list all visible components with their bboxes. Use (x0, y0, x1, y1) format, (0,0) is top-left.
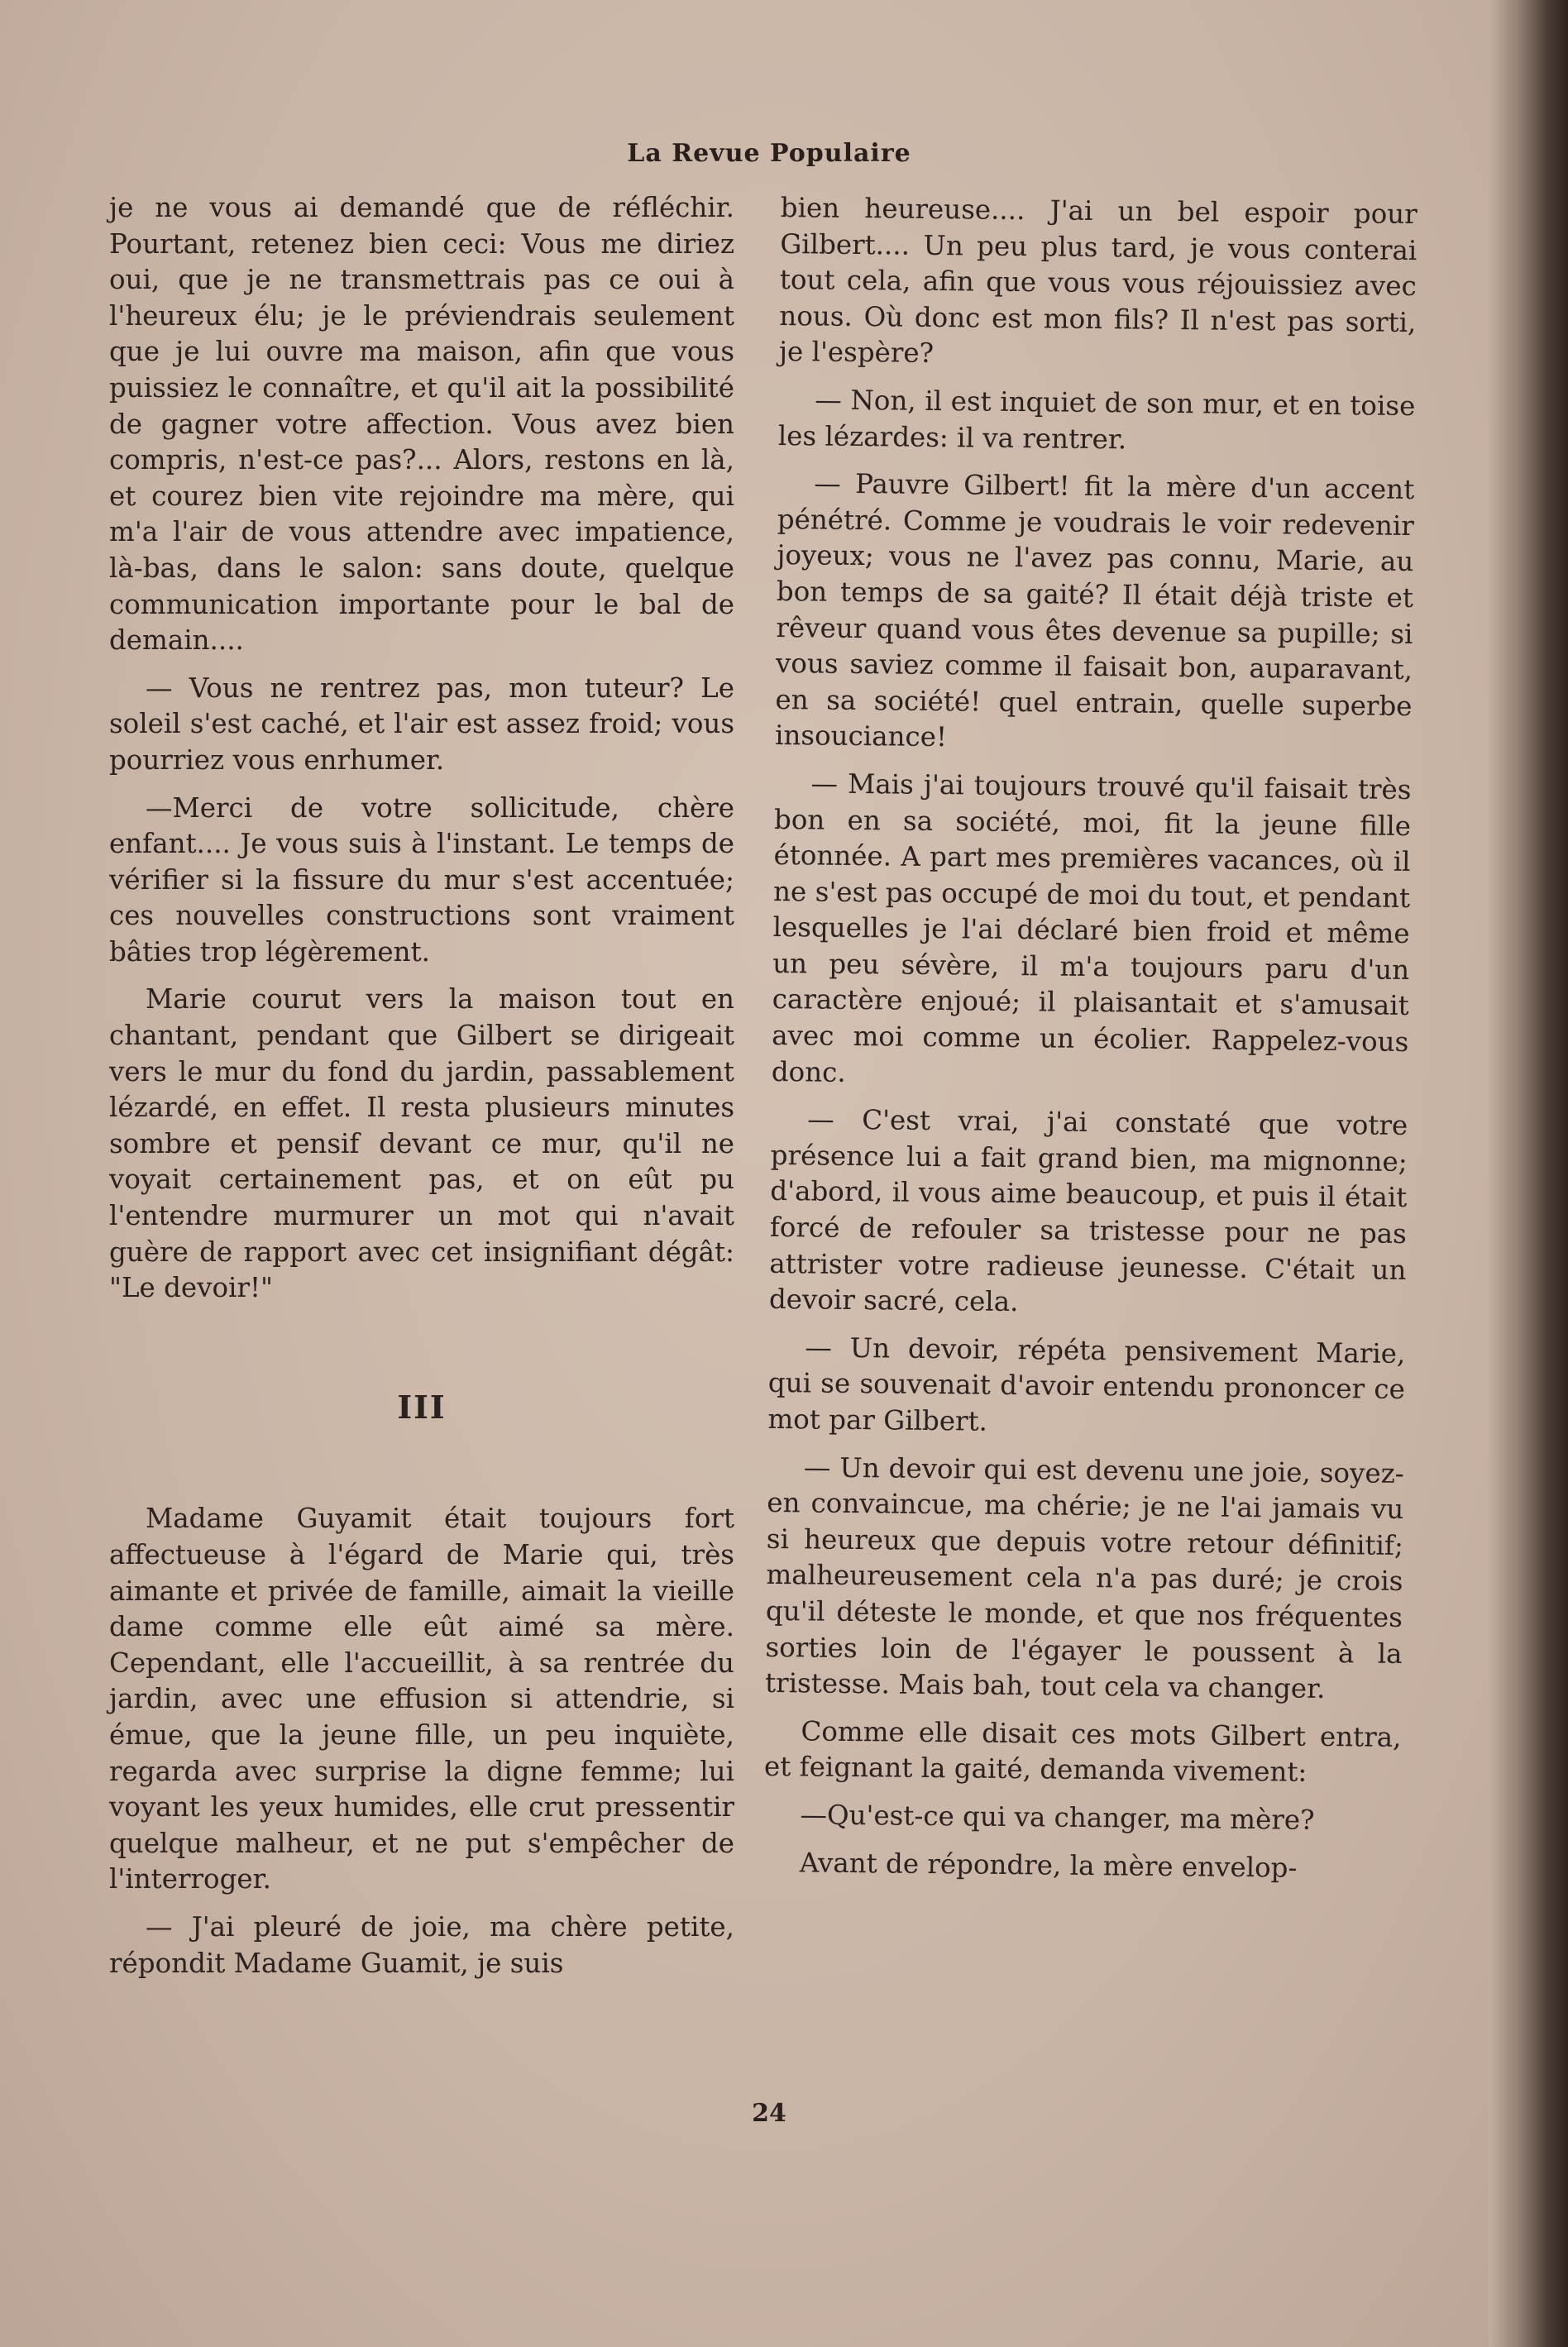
paragraph: Comme elle disait ces mots Gilbert entra, et feignant la gaité, demanda vivement: (763, 1715, 1402, 1789)
paragraph: je ne vous ai demandé que de réfléchir. Pourtant, retenez bien ceci: Vous me diriez oui, que je ne transmettrais pas ce oui à l'heureux élu; je le préviendrais seulement que je lui ouvre ma maison, afin que vous puissiez le connaître, et qu'il ait la possibilité de gagner votre affection. Vous avez bien compris, n'est-ce pas?... Alors, restons en là, et courez bien vite rejoindre ma mère, qui m'a l'air de vous attendre avec impatience, là-bas, dans le salon: sans doute, quelque communication importante pour le bal de demain.... (109, 192, 734, 657)
running-header: La Revue Populaire (627, 139, 911, 168)
paragraph: Madame Guyamit était toujours fort affectueuse à l'égard de Marie qui, très aimante et privée de famille, aimait la vieille dame comme elle eût aimé sa mère. Cependant, elle l'accueillit, à sa rentrée du jardin, avec une effusion si attendrie, si émue, que la jeune fille, un peu inquiète, regarda avec surprise la digne femme; lui voyant les yeux humides, elle crut pressentir quelque malheur, et ne put s'empêcher de l'interroger. (109, 1503, 734, 1895)
right-column (762, 190, 1417, 1899)
page-number: 24 (752, 2099, 786, 2128)
paragraph: Avant de répondre, la mère envelop- (799, 1846, 1298, 1884)
left-column (109, 190, 734, 1993)
paragraph: — Non, il est inquiet de son mur, et en toise les lézardes: il va rentrer. (777, 384, 1416, 455)
paragraph: — Pauvre Gilbert! fit la mère d'un accent pénétré. Comme je voudrais le voir redevenir joyeux; vous ne l'avez pas connu, Marie, au bon temps de sa gaité? Il était déjà triste et rêveur quand vous êtes devenue sa pupille; si vous saviez comme il faisait bon, auparavant, en sa société! quel entrain, quelle superbe insouciance! (774, 467, 1415, 753)
paragraph: bien heureuse.... J'ai un bel espoir pour Gilbert.... Un peu plus tard, je vous conterai tout cela, afin que vous vous réjouissiez avec nous. Où donc est mon fils? Il n'est pas sorti, je l'espère? (778, 191, 1417, 370)
paragraph: — Un devoir qui est devenu une joie, soyez-en convaincue, ma chérie; je ne l'ai jamais vu si heureux que depuis votre retour définitif; malheureusement cela n'a pas duré; je crois qu'il déteste le monde, et que nos fréquentes sorties loin de l'égayer le poussent à la tristesse. Mais bah, tout cela va changer. (764, 1451, 1404, 1705)
paragraph: — Un devoir, répéta pensivement Marie, qui se souvenait d'avoir entendu prononcer ce mot par Gilbert. (767, 1331, 1406, 1437)
paragraph: —Qu'est-ce qui va changer, ma mère? (800, 1799, 1315, 1836)
section-title: III (397, 1388, 447, 1426)
paragraph: — Vous ne rentrez pas, mon tuteur? Le soleil s'est caché, et l'air est assez froid; vous pourriez vous enrhumer. (109, 672, 734, 776)
paragraph: — J'ai pleuré de joie, ma chère petite, répondit Madame Guamit, je suis (109, 1910, 734, 1979)
paragraph: Marie courut vers la maison tout en chantant, pendant que Gilbert se dirigeait vers le mur du fond du jardin, passablement lézardé, en effet. Il resta plusieurs minutes sombre et pensif devant ce mur, qu'il ne voyait certainement pas, et on eût pu l'entendre murmurer un mot qui n'avait guère de rapport avec cet insignifiant dégât: "Le devoir!" (109, 983, 734, 1304)
paragraph: — Mais j'ai toujours trouvé qu'il faisait très bon en sa société, moi, fit la jeune fille étonnée. A part mes premières vacances, où il ne s'est pas occupé de moi du tout, et pendant lesquelles je l'ai déclaré bien froid et même un peu sévère, il m'a toujours paru d'un caractère enjoué; il plaisantait et s'amusait avec moi comme un écolier. Rappelez-vous donc. (771, 767, 1412, 1088)
page-edge-shadow (1489, 0, 1568, 2347)
paragraph: —Merci de votre sollicitude, chère enfant.... Je vous suis à l'instant. Le temps de vérifier si la fissure du mur s'est accentuée; ces nouvelles constructions sont vraiment bâties trop légèrement. (109, 791, 734, 968)
paragraph: — C'est vrai, j'ai constaté que votre présence lui a fait grand bien, ma mignonne; d'abord, il vous aime beaucoup, et puis il était forcé de refouler sa tristesse pour ne pas attrister votre radieuse jeunesse. C'était un devoir sacré, cela. (768, 1103, 1408, 1318)
